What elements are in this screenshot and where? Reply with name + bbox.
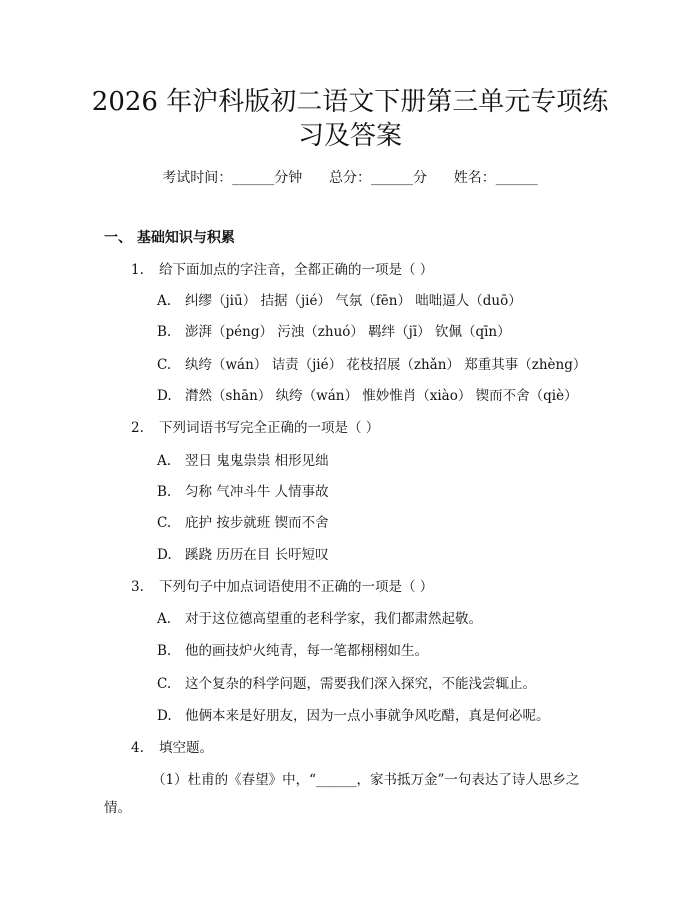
option-text: 纠缪（jiū） 拮据（jié） 气氛（fēn） 咄咄逼人（duō） [185, 293, 522, 309]
exam-meta-info: 考试时间：______分钟 总分：______分 姓名：______ [162, 170, 538, 186]
option-label: D. [157, 388, 172, 404]
option-label: D. [157, 708, 172, 724]
question-text: 给下面加点的字注音，全都正确的一项是（ ） [159, 262, 434, 278]
fill-in-item-1: （1）杜甫的《春望》中，“______，家书抵万金”一句表达了诗人思乡之情。 [104, 772, 580, 816]
option-label: B. [157, 324, 172, 340]
option-text: 这个复杂的科学问题，需要我们深入探究，不能浅尝辄止。 [185, 676, 536, 692]
option-text: 匀称 气冲斗牛 人情事故 [185, 484, 329, 500]
question-number: 2. [131, 420, 144, 436]
option-text: 潸然（shān） 纨绔（wán） 惟妙惟肖（xiào） 锲而不舍（qiè） [185, 388, 578, 404]
question-text: 下列句子中加点词语使用不正确的一项是（ ） [159, 579, 434, 595]
option-text: 纨绔（wán） 诘责（jié） 花枝招展（zhǎn） 郑重其事（zhèng） [185, 357, 587, 373]
option-label: B. [157, 484, 172, 500]
option-text: 对于这位德高望重的老科学家，我们都肃然起敬。 [185, 611, 482, 627]
option-text: 蹊跷 历历在目 长吁短叹 [185, 547, 329, 563]
option-label: C. [157, 357, 172, 373]
question-text: 下列词语书写完全正确的一项是（ ） [159, 420, 380, 436]
option-label: A. [157, 453, 172, 469]
option-text: 他俩本来是好朋友，因为一点小事就争风吃醋，真是何必呢。 [185, 708, 550, 724]
question-number: 1. [131, 262, 144, 278]
option-label: C. [157, 515, 172, 531]
document-title-line-2: 习及答案 [297, 121, 402, 151]
option-text: 翌日 鬼鬼祟祟 相形见绌 [185, 453, 329, 469]
option-label: A. [157, 293, 172, 309]
option-text: 澎湃（péng） 污浊（zhuó） 羁绊（jī） 钦佩（qīn） [185, 324, 511, 340]
option-text: 庇护 按步就班 锲而不舍 [185, 515, 329, 531]
question-text: 填空题。 [159, 740, 213, 756]
option-label: C. [157, 676, 172, 692]
document-title-line-1: 2026 年沪科版初二语文下册第三单元专项练 [91, 87, 609, 117]
option-label: A. [157, 611, 172, 627]
option-text: 他的画技炉火纯青，每一笔都栩栩如生。 [185, 643, 428, 659]
question-number: 3. [131, 579, 144, 595]
question-number: 4. [131, 740, 144, 756]
section-heading: 一、 基础知识与积累 [104, 230, 235, 246]
option-label: D. [157, 547, 172, 563]
option-label: B. [157, 643, 172, 659]
